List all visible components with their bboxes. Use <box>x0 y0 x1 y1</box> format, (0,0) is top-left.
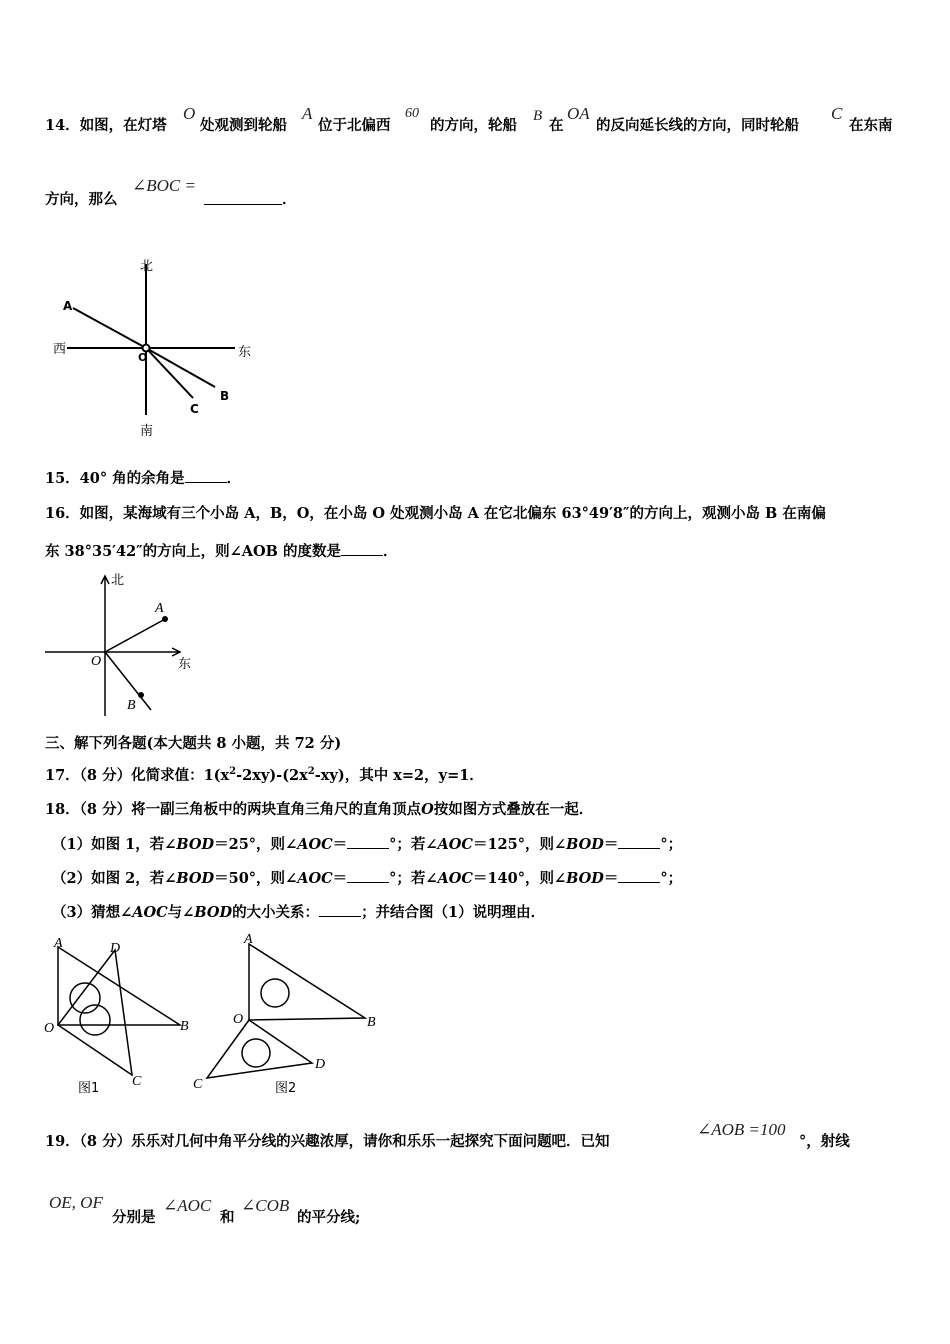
q14-var-B: B <box>533 108 543 124</box>
q14-figure <box>45 250 315 450</box>
q15-answer-blank[interactable] <box>185 468 227 483</box>
q14-var-A: A <box>302 104 313 123</box>
fig2-label-d: D <box>315 1057 326 1072</box>
q18-p2-blank-1[interactable] <box>347 868 389 883</box>
q14-label-c: C <box>190 402 199 416</box>
fig2-circle-2 <box>242 1039 270 1067</box>
q14-ray-oa <box>73 308 146 348</box>
q14-line1: 14．如图，在灯塔 <box>45 117 167 134</box>
q16-point-b <box>138 692 144 698</box>
section-title: 三、解下列各题(本大题共 8 小题，共 72 分) <box>45 735 342 752</box>
q19-text: 19．（8 分）乐乐对几何中角平分线的兴趣浓厚，请你和乐乐一起探究下面问题吧．已知 <box>45 1133 610 1150</box>
q14-label-south: 南 <box>140 424 154 439</box>
fig2-circle-1 <box>261 979 289 1007</box>
q18-p1-blank-2[interactable] <box>618 834 660 849</box>
q18-part2: （2）如图 2，若∠BOD＝50°，则∠AOC＝ °；若∠AOC＝140°，则∠BOD＝ °； <box>52 870 683 887</box>
fig1-label-c: C <box>132 1074 142 1089</box>
q18-part1: （1）如图 1，若∠BOD＝25°，则∠AOC＝ °；若∠AOC＝125°，则∠BOD＝ °； <box>52 836 683 853</box>
q18-line1: 18．（8 分）将一副三角板中的两块直角三角尺的直角顶点O按如图方式叠放在一起． <box>45 801 594 818</box>
q14-text: 的反向延长线的方向，同时轮船 <box>596 117 799 134</box>
fig1-label-a: A <box>54 936 63 951</box>
q14-angle-boc: ∠BOC = <box>132 176 196 195</box>
q16-label-north: 北 <box>111 573 125 588</box>
q14-label-east: 东 <box>238 345 252 360</box>
q14-label-a: A <box>63 299 73 313</box>
q18-figure-1 <box>40 930 200 1100</box>
q16-figure <box>45 568 215 718</box>
q16-label-east: 东 <box>178 657 192 672</box>
q14-var-OA: OA <box>567 104 590 123</box>
q14-label-o: O <box>138 351 148 364</box>
fig2-label-o: O <box>233 1012 244 1027</box>
fig1-label-d: D <box>110 941 121 956</box>
q16-ray-oa <box>105 618 167 652</box>
q19-rays: OE, OF <box>49 1193 103 1212</box>
fig1-label-b: B <box>180 1019 189 1034</box>
q18-p2-blank-2[interactable] <box>618 868 660 883</box>
q14-line2: 方向，那么 <box>45 191 118 208</box>
fig2-label-b: B <box>367 1015 376 1030</box>
q14-answer-blank[interactable] <box>204 190 282 211</box>
q16-point-a <box>162 616 168 622</box>
q17: 17．（8 分）化简求值：$1(x^2-2xy)-(2x^2-xy)$，其中 x=2，y=1． <box>45 766 484 784</box>
q14-ray-ob <box>146 348 215 387</box>
q19-text: 的平分线; <box>297 1209 361 1226</box>
q14-label-north: 北 <box>140 259 154 274</box>
fig1-label-o: O <box>44 1021 55 1036</box>
fig1-caption: 图1 <box>78 1081 100 1096</box>
fig2-triangle-cod <box>207 1020 312 1078</box>
q19-angle-aob: ∠AOB =100 <box>697 1120 786 1139</box>
fig2-caption: 图2 <box>275 1081 297 1096</box>
fig2-label-a: A <box>244 932 253 947</box>
q14-degree: 60 <box>405 106 419 121</box>
q14-var-C: C <box>831 104 843 123</box>
q16-label-o: O <box>91 654 102 669</box>
fig1-triangle-doc <box>58 950 132 1075</box>
q15-text: 15．40° 角的余角是 <box>45 470 185 487</box>
q14-text: 位于北偏西 <box>318 117 391 134</box>
q19-angle-cob: ∠COB <box>241 1196 290 1215</box>
q14-label-b: B <box>220 389 230 403</box>
q19-text: °，射线 <box>799 1133 850 1150</box>
q16-label-b: B <box>127 698 136 713</box>
q14-text: 在 <box>549 117 564 134</box>
q15: 15．40° 角的余角是 ． <box>45 470 242 487</box>
q14-text: 处观测到轮船 <box>200 117 287 134</box>
q16-label-a: A <box>155 601 164 616</box>
q14-text: 的方向，轮船 <box>430 117 517 134</box>
q18-p1-blank-1[interactable] <box>347 834 389 849</box>
q14-text: 在东南 <box>849 117 893 134</box>
q19-angle-aoc: ∠AOC <box>163 1196 212 1215</box>
q18-figure-2 <box>185 930 385 1100</box>
q18-part3: （3）猜想∠AOC与∠BOD的大小关系： ；并结合图（1）说明理由． <box>52 904 546 921</box>
q14-var-O: O <box>183 104 196 123</box>
q19-text: 和 <box>220 1209 235 1226</box>
q14-ray-oc <box>146 348 193 398</box>
q18-p3-blank[interactable] <box>319 902 361 917</box>
fig2-label-c: C <box>193 1077 203 1092</box>
q19-text: 分别是 <box>112 1209 156 1226</box>
q16-line1: 16．如图，某海域有三个小岛 A，B，O，在小岛 O 处观测小岛 A 在它北偏东 63°49′8″的方向上，观测小岛 B 在南偏 <box>45 505 826 522</box>
q16-answer-blank[interactable] <box>341 541 383 556</box>
q16-line2: 东 38°35′42″的方向上，则∠AOB 的度数是 ． <box>45 543 398 560</box>
q14-label-west: 西 <box>53 342 67 357</box>
q14-period: ． <box>282 191 297 208</box>
